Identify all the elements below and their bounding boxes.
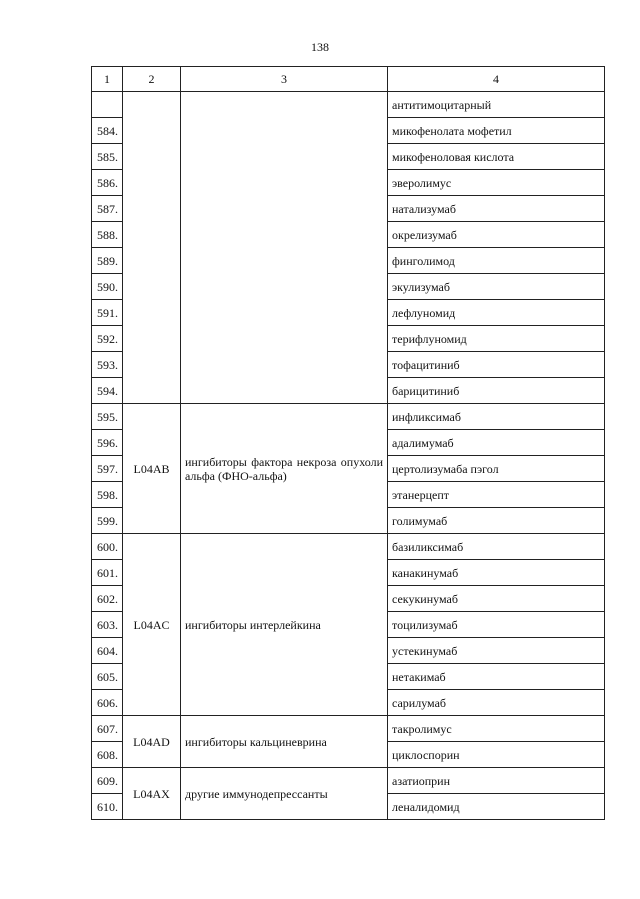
drug-name: этанерцепт — [388, 482, 605, 508]
row-number: 604. — [92, 638, 123, 664]
row-number: 590. — [92, 274, 123, 300]
row-number: 593. — [92, 352, 123, 378]
page-number: 138 — [311, 40, 329, 54]
drug-name: эверолимус — [388, 170, 605, 196]
drug-name: адалимумаб — [388, 430, 605, 456]
group-name — [181, 92, 388, 404]
group-name: ингибиторы интерлейкина — [181, 534, 388, 716]
drug-name: такролимус — [388, 716, 605, 742]
drug-name: финголимод — [388, 248, 605, 274]
header-col-3: 3 — [181, 67, 388, 92]
group-name: ингибиторы фактора некроза опухоли альфа (ФНО-альфа) — [181, 404, 388, 534]
drug-name: барицитиниб — [388, 378, 605, 404]
atc-code: L04AX — [123, 768, 181, 820]
table-row — [92, 716, 605, 742]
row-number: 595. — [92, 404, 123, 430]
row-number: 585. — [92, 144, 123, 170]
drug-table — [91, 66, 605, 820]
drug-name: тофацитиниб — [388, 352, 605, 378]
table-header-row — [92, 67, 605, 92]
drug-name: микофеноловая кислота — [388, 144, 605, 170]
row-number: 602. — [92, 586, 123, 612]
table-row — [92, 404, 605, 430]
row-number: 584. — [92, 118, 123, 144]
drug-name: канакинумаб — [388, 560, 605, 586]
drug-name: тоцилизумаб — [388, 612, 605, 638]
row-number: 609. — [92, 768, 123, 794]
drug-name: азатиоприн — [388, 768, 605, 794]
row-number: 603. — [92, 612, 123, 638]
header-col-4: 4 — [388, 67, 605, 92]
row-number: 606. — [92, 690, 123, 716]
row-number: 600. — [92, 534, 123, 560]
drug-name: цертолизумаба пэгол — [388, 456, 605, 482]
row-number: 607. — [92, 716, 123, 742]
drug-name: базиликсимаб — [388, 534, 605, 560]
row-number: 610. — [92, 794, 123, 820]
drug-name: циклоспорин — [388, 742, 605, 768]
drug-name: сарилумаб — [388, 690, 605, 716]
row-number: 592. — [92, 326, 123, 352]
drug-name: антитимоцитарный — [388, 92, 605, 118]
atc-code — [123, 92, 181, 404]
drug-name: нетакимаб — [388, 664, 605, 690]
drug-name: экулизумаб — [388, 274, 605, 300]
drug-name: натализумаб — [388, 196, 605, 222]
table-row — [92, 534, 605, 560]
drug-name: лефлуномид — [388, 300, 605, 326]
row-number: 599. — [92, 508, 123, 534]
drug-name: голимумаб — [388, 508, 605, 534]
header-col-1: 1 — [92, 67, 123, 92]
row-number — [92, 92, 123, 118]
drug-name: окрелизумаб — [388, 222, 605, 248]
row-number: 598. — [92, 482, 123, 508]
row-number: 594. — [92, 378, 123, 404]
row-number: 591. — [92, 300, 123, 326]
group-name: ингибиторы кальциневрина — [181, 716, 388, 768]
atc-code: L04AD — [123, 716, 181, 768]
drug-name: леналидомид — [388, 794, 605, 820]
drug-name: инфликсимаб — [388, 404, 605, 430]
header-col-2: 2 — [123, 67, 181, 92]
row-number: 587. — [92, 196, 123, 222]
row-number: 596. — [92, 430, 123, 456]
drug-name: устекинумаб — [388, 638, 605, 664]
atc-code: L04AC — [123, 534, 181, 716]
table-row — [92, 92, 605, 118]
row-number: 588. — [92, 222, 123, 248]
row-number: 608. — [92, 742, 123, 768]
row-number: 601. — [92, 560, 123, 586]
drug-name: секукинумаб — [388, 586, 605, 612]
table-row — [92, 768, 605, 794]
group-name: другие иммунодепрессанты — [181, 768, 388, 820]
drug-name: микофенолата мофетил — [388, 118, 605, 144]
drug-name: терифлуномид — [388, 326, 605, 352]
row-number: 597. — [92, 456, 123, 482]
row-number: 605. — [92, 664, 123, 690]
row-number: 586. — [92, 170, 123, 196]
atc-code: L04AB — [123, 404, 181, 534]
row-number: 589. — [92, 248, 123, 274]
